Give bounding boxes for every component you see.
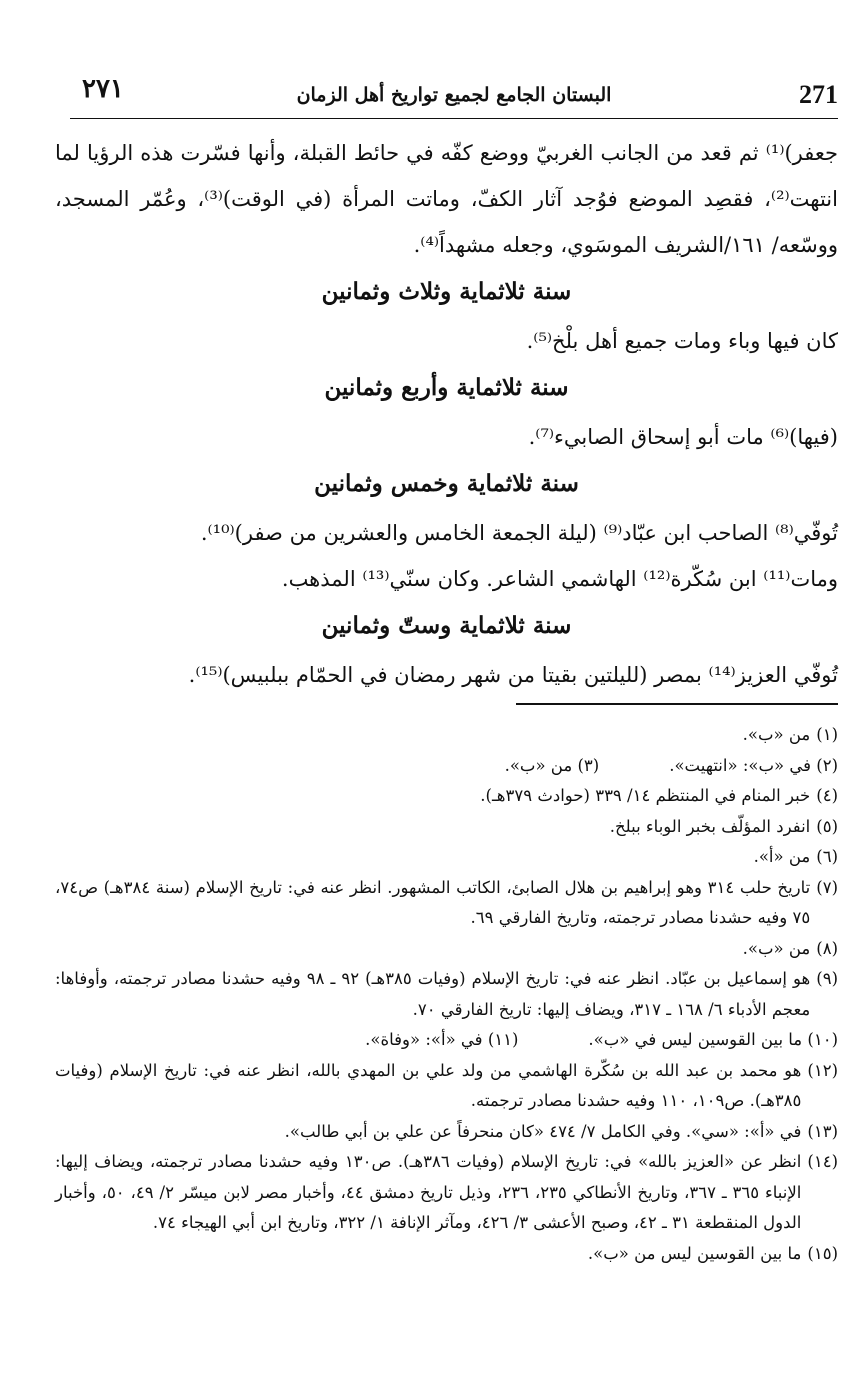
footnote-14 <box>55 1147 838 1239</box>
footnote-number: (٨) <box>816 938 838 958</box>
footnote-6 <box>55 842 838 873</box>
footnote-8 <box>55 934 838 965</box>
footnote-text: ما بين القوسين ليس من «ب». <box>587 1243 802 1263</box>
section-line: كان فيها وباء ومات جميع أهل بلْخ⁽⁵⁾. <box>526 329 838 353</box>
footnote-text: في «أ»: «وفاة». <box>365 1030 483 1049</box>
footnote-number: (١١) <box>487 1030 519 1049</box>
footnote-text: هو محمد بن عبد الله بن سُكّرة الهاشمي من ولد علي بن المهدي بالله، انظر عنه في: تاريخ الإسلام (وفيات ٣٨٥هـ). ص١٠٩، ١١٠ وفيه حشدنا مصادر ترجمته. <box>55 1060 802 1110</box>
section-line: تُوفّي⁽⁸⁾ الصاحب ابن عبّاد⁽⁹⁾ (ليلة الجمعة الخامس والعشرين من صفر)⁽¹⁰⁾. <box>200 521 838 545</box>
footnote-text: هو إسماعيل بن عبّاد. انظر عنه في: تاريخ الإسلام (وفيات ٣٨٥هـ) ٩٢ ـ ٩٨ وفيه حشدنا مصادر ترجمته، وأوفاها: معجم الأدباء ٦/ ١٦٨ ـ ٣١٧، ويضاف إليها: تاريخ الفارقي ٧٠. <box>55 969 811 1019</box>
footnote-text: انفرد المؤلّف بخبر الوباء ببلخ. <box>609 816 811 836</box>
footnote-number: (١) <box>816 725 838 744</box>
footnote-9 <box>55 964 838 1025</box>
section-line: تُوفّي العزيز⁽¹⁴⁾ بمصر (لليلتين بقيتا من شهر رمضان في الحمّام ببلبيس)⁽¹⁵⁾. <box>188 663 838 687</box>
footnote-number: (١٠) <box>807 1030 838 1049</box>
footnote-number: (١٣) <box>807 1121 838 1141</box>
footnote-text: من «ب». <box>742 938 811 958</box>
running-header <box>70 70 838 119</box>
footnote-15 <box>55 1239 838 1270</box>
page-number-latin: 271 <box>799 80 838 109</box>
footnote-text: من «أ». <box>753 847 811 866</box>
footnote-5 <box>55 812 838 843</box>
footnote-text: خبر المنام في المنتظم ١٤/ ٣٣٩ (حوادث ٣٧٩هـ). <box>480 786 811 805</box>
footnote-divider <box>516 703 838 705</box>
footnote-text: في «أ»: «سي». وفي الكامل ٧/ ٤٧٤ «كان منحرفاً عن علي بن أبي طالب». <box>284 1121 802 1141</box>
section-heading-384: سنة ثلاثماية وأربع وثمانين <box>324 374 569 401</box>
footnote-text: انظر عن «العزيز بالله» في: تاريخ الإسلام (وفيات ٣٨٦هـ). ص١٣٠ وفيه حشدنا مصادر ترجمته، ويضاف إليها: الإنباء ٣٦٥ ـ ٣٦٧، وتاريخ الأنطاكي ٢٣٥، ٢٣٦، وذيل تاريخ دمشق ٤٤، وأخبار مصر لابن ميسّر ٢/ ٤٩، ٥٠، وأخبار الدول المنقطعة ٣١ ـ ٤٢، وصبح الأعشى ٣/ ٤٢٦، ومآثر الإنافة ١/ ٣٢٢، وتاريخ ابن أبي الهيجاء ٧٤. <box>55 1152 802 1232</box>
running-title: البستان الجامع لجميع تواريخ أهل الزمان <box>296 84 612 106</box>
page-number-arabic: ٢٧١ <box>82 74 124 104</box>
footnote-number: (٢) <box>816 755 838 775</box>
footnote-1 <box>55 720 838 751</box>
footnote-text: تاريخ حلب ٣١٤ وهو إبراهيم بن هلال الصابئ، الكاتب المشهور. انظر عنه في: تاريخ الإسلام (سنة ٣٨٤هـ) ص٧٤، ٧٥ وفيه حشدنا مصادر ترجمته، وتاريخ الفارقي ٦٩. <box>55 877 811 927</box>
section-line: ومات⁽¹¹⁾ ابن سُكّرة⁽¹²⁾ الهاشمي الشاعر. وكان سنّي⁽¹³⁾ المذهب. <box>281 567 838 591</box>
footnote-number: (١٥) <box>807 1243 838 1263</box>
section-heading-383: سنة ثلاثماية وثلاث وثمانين <box>321 278 572 305</box>
footnote-number: (٣) <box>577 755 600 775</box>
footnotes <box>55 720 838 1269</box>
section-heading-386: سنة ثلاثماية وستّ وثمانين <box>321 612 572 639</box>
footnote-7 <box>55 873 838 934</box>
intro-paragraph: جعفر)⁽¹⁾ ثم قعد من الجانب الغربيّ ووضع كفّه في حائط القبلة، وأنها فسّرت هذه الرؤيا لما انتهت⁽²⁾، فقصِد الموضع فوُجد آثار الكفّ، وماتت المرأة (في الوقت)⁽³⁾، وعُمّر المسجد، ووسّعه/ ١٦١/الشريف الموسَوي، وجعله مشهداً⁽⁴⁾. <box>55 141 838 257</box>
footnote-text: في «ب»: «انتهيت». <box>669 755 811 775</box>
footnote-2-3 <box>55 751 838 782</box>
footnote-4 <box>55 781 838 812</box>
main-text <box>55 130 838 698</box>
footnote-10-11 <box>55 1025 838 1056</box>
footnote-text: من «ب». <box>504 755 573 775</box>
section-heading-385: سنة ثلاثماية وخمس وثمانين <box>314 470 579 497</box>
footnote-text: من «ب». <box>742 725 811 744</box>
footnote-text: ما بين القوسين ليس في «ب». <box>588 1030 803 1049</box>
footnote-number: (٩) <box>816 969 838 988</box>
footnote-number: (٧) <box>816 877 838 897</box>
footnote-12 <box>55 1056 838 1117</box>
footnote-number: (١٢) <box>807 1060 838 1080</box>
section-line: (فيها)⁽⁶⁾ مات أبو إسحاق الصابيء⁽⁷⁾. <box>528 425 838 449</box>
footnote-number: (٦) <box>816 847 838 866</box>
footnote-13 <box>55 1117 838 1148</box>
footnote-number: (٥) <box>816 816 838 836</box>
footnote-number: (٤) <box>816 786 838 805</box>
footnote-number: (١٤) <box>807 1152 838 1171</box>
